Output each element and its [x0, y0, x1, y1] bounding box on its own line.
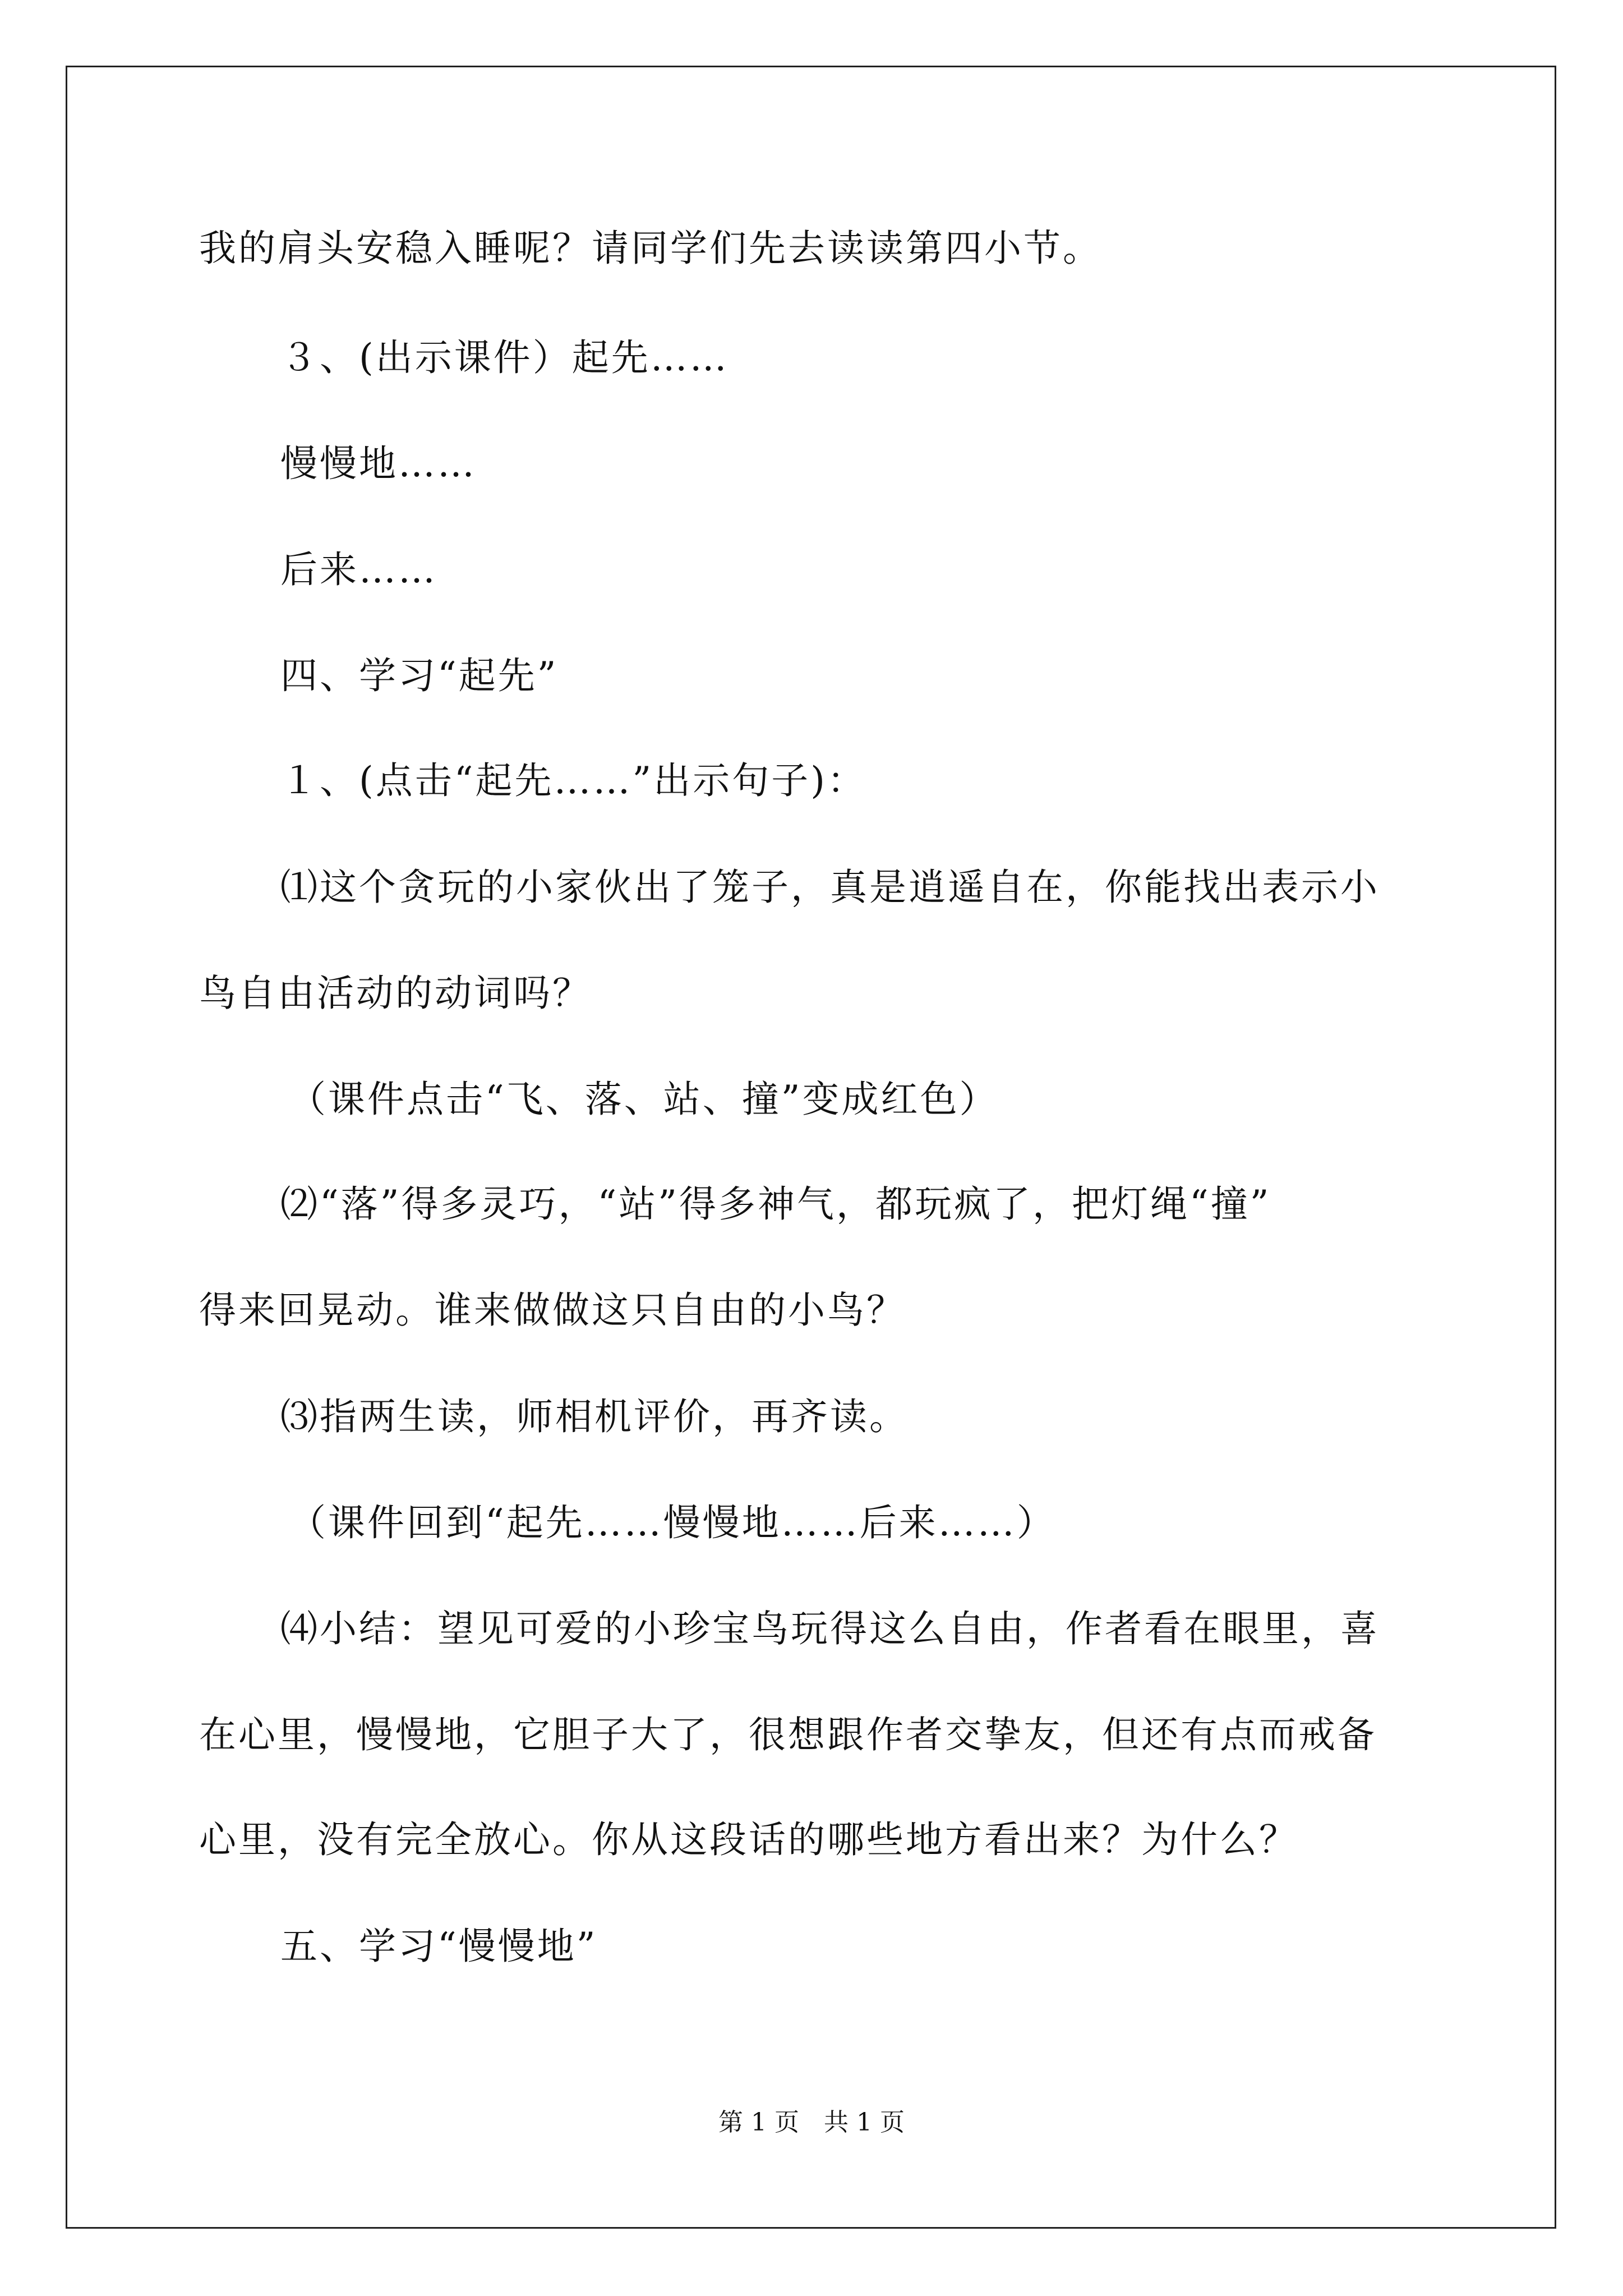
text-line: （课件点击“飞、落、站、撞”变成红色）	[289, 1078, 999, 1121]
page-footer: 第 1 页 共 1 页	[718, 2108, 905, 2137]
text-line: 在心里，慢慢地，它胆子大了，很想跟作者交挚友，但还有点而戒备	[199, 1713, 1377, 1756]
text-line: 鸟自由活动的动词吗？	[199, 972, 592, 1015]
section-heading: 四、学习“起先”	[280, 654, 559, 697]
text-line: ３、(出示课件）起先……	[280, 336, 729, 379]
page-border	[66, 66, 1556, 2229]
section-heading: 五、学习“慢慢地”	[280, 1925, 598, 1968]
text-line: 我的肩头安稳入睡呢？请同学们先去读读第四小节。	[199, 227, 1102, 270]
text-line: ⑶指两生读，师相机评价，再齐读。	[280, 1395, 909, 1438]
text-line: 慢慢地……	[280, 442, 477, 485]
text-line: ⑵“落”得多灵巧，“站”得多神气，都玩疯了，把灯绳“撞”	[280, 1182, 1271, 1226]
text-line: 心里，没有完全放心。你从这段话的哪些地方看出来？为什么？	[199, 1818, 1298, 1861]
text-line: ⑴这个贪玩的小家伙出了笼子，真是逍遥自在，你能找出表示小	[280, 866, 1380, 909]
text-line: 得来回晃动。谁来做做这只自由的小鸟？	[199, 1289, 906, 1332]
text-line: １、(点击“起先……”出示句子)：	[280, 759, 866, 802]
text-line: ⑷小结：望见可爱的小珍宝鸟玩得这么自由，作者看在眼里，喜	[280, 1607, 1380, 1650]
text-line: （课件回到“起先……慢慢地……后来……）	[289, 1501, 1056, 1544]
text-line: 后来……	[280, 548, 437, 591]
